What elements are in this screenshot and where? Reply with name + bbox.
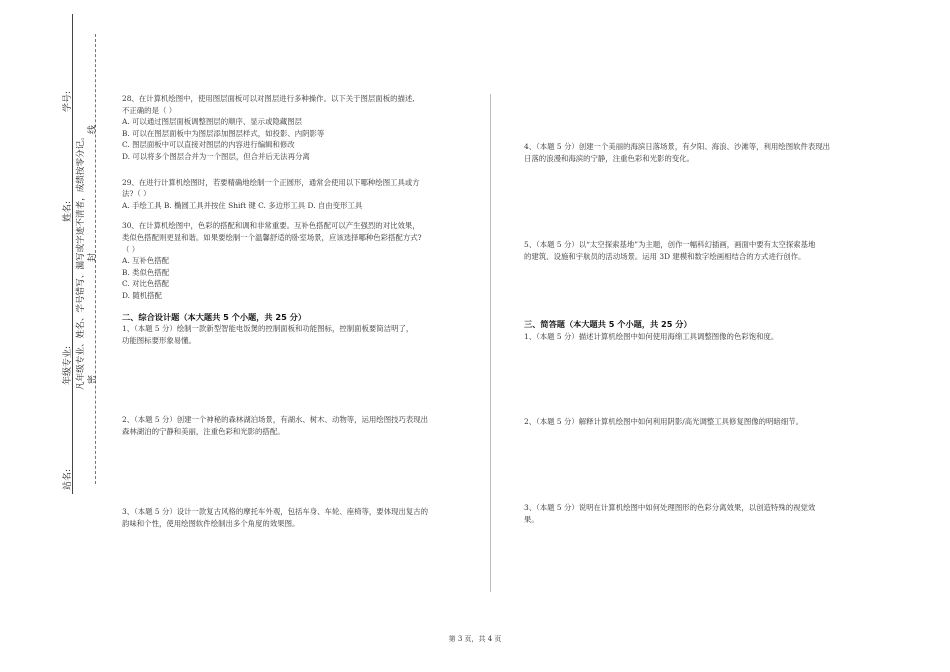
- name-label: 姓名:: [63, 200, 73, 222]
- s2q2-line1: 2、（本题 5 分）创建一个神秘的森林湖泊场景，有湖水、树木、动物等，运用绘图技巧表现出: [122, 415, 429, 425]
- q30-option-d: D. 随机搭配: [122, 290, 162, 300]
- q4-line2: 日落的浪漫和海滨的宁静，注重色彩和光影的变化。: [524, 153, 694, 163]
- grade-major-label: 年级专业:: [63, 345, 73, 385]
- s2q1-line2: 功能图标要形象易懂。: [122, 335, 196, 345]
- page-number: 第 3 页，共 4 页: [448, 635, 502, 643]
- left-column: [122, 93, 472, 530]
- seal-mark-feng: 封: [88, 252, 98, 262]
- q28-option-a: A. 可以通过图层面板调整图层的顺序、显示或隐藏图层: [122, 117, 303, 127]
- s3q3-line1: 3、（本题 5 分）说明在计算机绘图中如何处理图形的色彩分离效果，以创造特殊的视觉效: [524, 503, 816, 513]
- q28-option-c: C. 图层面板中可以直接对图层的内容进行编辑和修改: [122, 140, 295, 150]
- binding-line-left: [72, 14, 73, 494]
- q28-option-b: B. 可以在图层面板中为图层添加图层样式，如投影、内阴影等: [122, 128, 325, 138]
- section2-title: 二、综合设计题（本大题共 5 个小题，共 25 分）: [122, 311, 307, 322]
- q29-line1: 29、在进行计算机绘图时，若要精确地绘制一个正圆形，通常会使用以下哪种绘图工具或方: [122, 177, 420, 187]
- s2q1-line1: 1、（本题 5 分）绘制一款新型智能电饭煲的控制面板和功能图标，控制面板要简洁明了，: [122, 324, 414, 334]
- seal-mark-xian: 线: [88, 124, 98, 134]
- q30-option-b: B. 类似色搭配: [122, 267, 170, 277]
- q28-line2: 不正确的是（ ）: [122, 105, 177, 115]
- q5-line1: 5、（本题 5 分）以“太空探索基地”为主题，创作一幅科幻插画，画面中要有太空探索基地: [524, 240, 816, 250]
- binding-notice: 凡年级专业、姓名、学号错写、漏写或字迹不清者，成绩按零分记。: [76, 132, 86, 390]
- s2q3-line2: 韵味和个性，使用绘图软件绘制出多个角度的效果图。: [122, 519, 300, 529]
- q4-line1: 4、（本题 5 分）创建一个美丽的海滨日落场景，有夕阳、海浪、沙滩等，利用绘图软件表现出: [524, 142, 831, 151]
- s2q2-line2: 森林湖泊的宁静和美丽，注重色彩和光影的搭配。: [122, 426, 285, 436]
- s3q1: 1、（本题 5 分）描述计算机绘图中如何使用海绵工具调整图像的色彩饱和度。: [524, 331, 779, 341]
- s3q3-line2: 果。: [524, 514, 539, 524]
- column-divider: [490, 94, 491, 592]
- q29-options: A. 手绘工具 B. 椭圆工具并按住 Shift 键 C. 多边形工具 D. 自由变形工具: [122, 200, 363, 210]
- section3-title: 三、简答题（本大题共 5 个小题，共 25 分）: [524, 319, 692, 330]
- q29-line2: 法?（ ）: [122, 189, 151, 199]
- q30-line3: （ ）: [122, 244, 140, 254]
- s3q2: 2、（本题 5 分）解释计算机绘图中如何利用阴影/高光调整工具修复图像的明暗细节。: [524, 416, 803, 426]
- q30-option-c: C. 对比色搭配: [122, 279, 170, 289]
- q28-option-d: D. 可以将多个图层合并为一个图层，但合并后无法再分离: [122, 151, 310, 161]
- q30-line2: 类似色搭配则更显和谐。如果要绘制一个温馨舒适的卧室场景，应该选择哪种色彩搭配方式?: [122, 232, 422, 242]
- q30-option-a: A. 互补色搭配: [122, 256, 169, 266]
- q30-line1: 30、在计算机绘图中，色彩的搭配和调和非常重要。互补色搭配可以产生强烈的对比效果，: [122, 221, 420, 231]
- student-id-label: 学号:: [63, 90, 73, 112]
- station-label: 站名:: [63, 468, 73, 490]
- q5-line2: 的建筑、设施和宇航员的活动场景。运用 3D 建模和数字绘画相结合的方式进行创作。: [524, 251, 806, 261]
- seal-mark-mi: 密: [88, 374, 98, 384]
- s2q3-line1: 3、（本题 5 分）设计一款复古风格的摩托车外观，包括车身、车轮、座椅等，要体现出复古的: [122, 507, 429, 517]
- right-column: [524, 141, 884, 525]
- q28-line1: 28、在计算机绘图中，使用图层面板可以对图层进行多种操作。以下关于图层面板的描述,: [122, 94, 415, 103]
